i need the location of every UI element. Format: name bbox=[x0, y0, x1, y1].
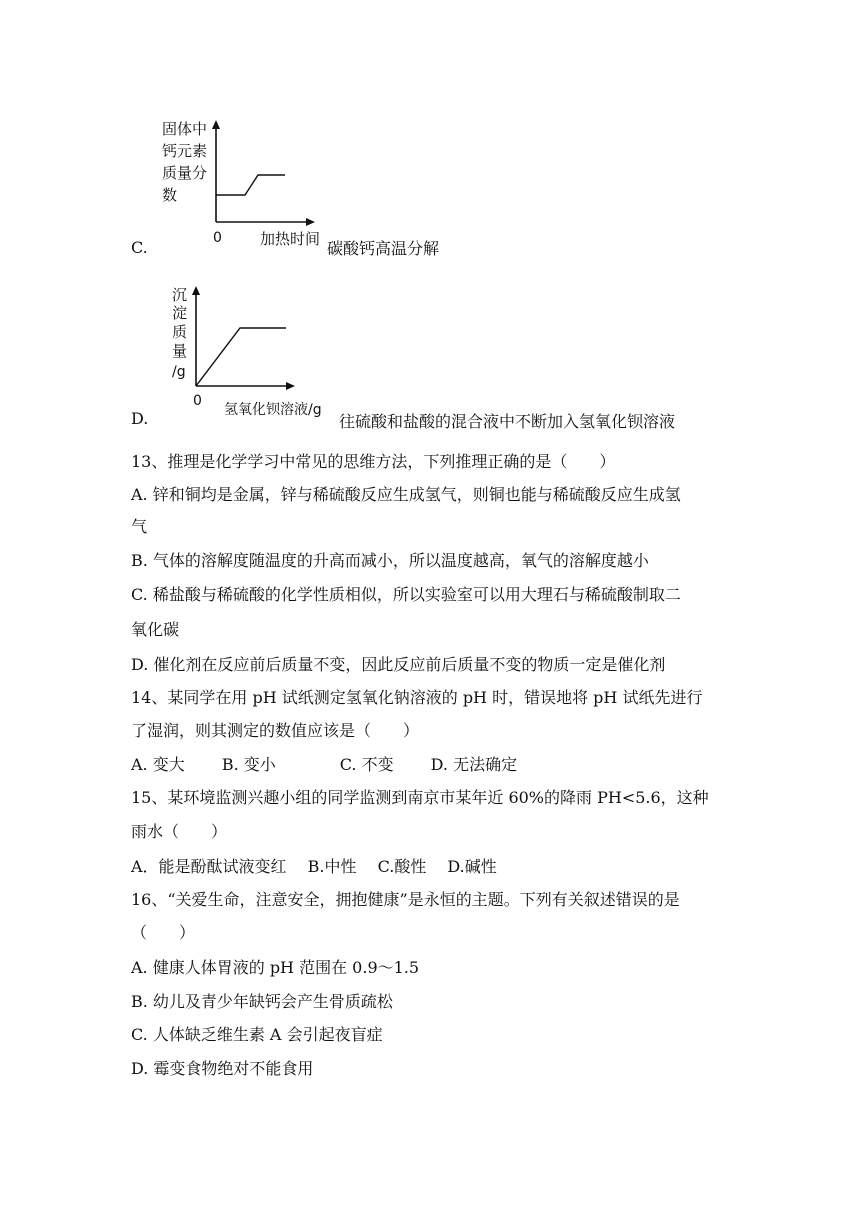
q14-stem: 14、某同学在用 pH 试纸测定氢氧化钠溶液的 pH 时，错误地将 pH 试纸先进行 bbox=[131, 688, 703, 707]
graph-c-origin: 0 bbox=[213, 230, 222, 246]
graph-c-caption: 碳酸钙高温分解 bbox=[327, 239, 440, 258]
q13-option-a-cont: 气 bbox=[131, 517, 148, 536]
graph-d-origin: 0 bbox=[193, 393, 202, 409]
q13-stem: 13、推理是化学学习中常见的思维方法，下列推理正确的是（ ） bbox=[131, 452, 616, 471]
graph-c-ylabel-line-1: 固体中 bbox=[162, 120, 208, 138]
graph-c-ylabel-line-2: 钙元素 bbox=[162, 142, 208, 160]
graph-c-y-axis-arrow bbox=[212, 120, 220, 129]
graph-c-calcium-fraction bbox=[160, 114, 330, 254]
q16-option-d: D. 霉变食物绝对不能食用 bbox=[131, 1059, 314, 1078]
q13-option-a: A. 锌和铜均是金属，锌与稀硫酸反应生成氢气，则铜也能与稀硫酸反应生成氢 bbox=[131, 485, 681, 504]
option-d-label: D. bbox=[131, 409, 149, 428]
q16-option-b: B. 幼儿及青少年缺钙会产生骨质疏松 bbox=[131, 992, 393, 1011]
graph-d-ylabel-line-3: 质 bbox=[172, 323, 188, 341]
graph-d-y-axis-arrow bbox=[192, 286, 200, 295]
graph-d-xlabel: 氢氧化钡溶液/g bbox=[224, 402, 322, 418]
graph-d-x-axis-arrow bbox=[286, 382, 295, 390]
graph-c-x-axis-arrow bbox=[306, 218, 315, 226]
graph-c-curve bbox=[216, 175, 285, 195]
graph-d-ylabel-line-1: 沉 bbox=[172, 286, 188, 304]
q15-stem-cont: 雨水（ ） bbox=[131, 822, 228, 841]
q16-stem: 16、“关爱生命，注意安全，拥抱健康”是永恒的主题。下列有关叙述错误的是 bbox=[131, 890, 680, 909]
graph-c-ylabel-line-3: 质量分 bbox=[162, 164, 208, 182]
graph-c-xlabel: 加热时间 bbox=[260, 230, 321, 248]
q14-stem-cont: 了湿润，则其测定的数值应该是（ ） bbox=[131, 721, 420, 740]
q15-stem: 15、某环境监测兴趣小组的同学监测到南京市某年近 60%的降雨 PH<5.6，这种 bbox=[131, 788, 709, 807]
graph-d-curve bbox=[196, 328, 286, 386]
q13-option-c-cont: 氧化碳 bbox=[131, 620, 180, 639]
q16-option-c: C. 人体缺乏维生素 A 会引起夜盲症 bbox=[131, 1025, 383, 1044]
q13-option-d: D. 催化剂在反应前后质量不变，因此反应前后质量不变的物质一定是催化剂 bbox=[131, 655, 666, 674]
graph-d-ylabel-line-2: 淀 bbox=[172, 304, 188, 322]
q16-stem-cont: （ ） bbox=[131, 923, 196, 942]
graph-c-ylabel-line-4: 数 bbox=[162, 186, 178, 204]
q14-options: A. 变大 B. 变小 C. 不变 D. 无法确定 bbox=[131, 755, 518, 774]
graph-d-ylabel-line-5: /g bbox=[172, 364, 186, 380]
graph-d-precipitate bbox=[160, 282, 340, 422]
q15-options: A．能是酚酞试液变红 B.中性 C.酸性 D.碱性 bbox=[131, 857, 497, 876]
q13-option-b: B. 气体的溶解度随温度的升高而减小，所以温度越高，氧气的溶解度越小 bbox=[131, 551, 649, 570]
option-c-label: C. bbox=[131, 238, 148, 257]
q16-option-a: A. 健康人体胃液的 pH 范围在 0.9～1.5 bbox=[131, 958, 420, 977]
graph-d-caption: 往硫酸和盐酸的混合液中不断加入氢氧化钡溶液 bbox=[339, 412, 676, 431]
graph-d-ylabel-line-4: 量 bbox=[172, 342, 188, 360]
q13-option-c: C. 稀盐酸与稀硫酸的化学性质相似，所以实验室可以用大理石与稀硫酸制取二 bbox=[131, 585, 681, 604]
